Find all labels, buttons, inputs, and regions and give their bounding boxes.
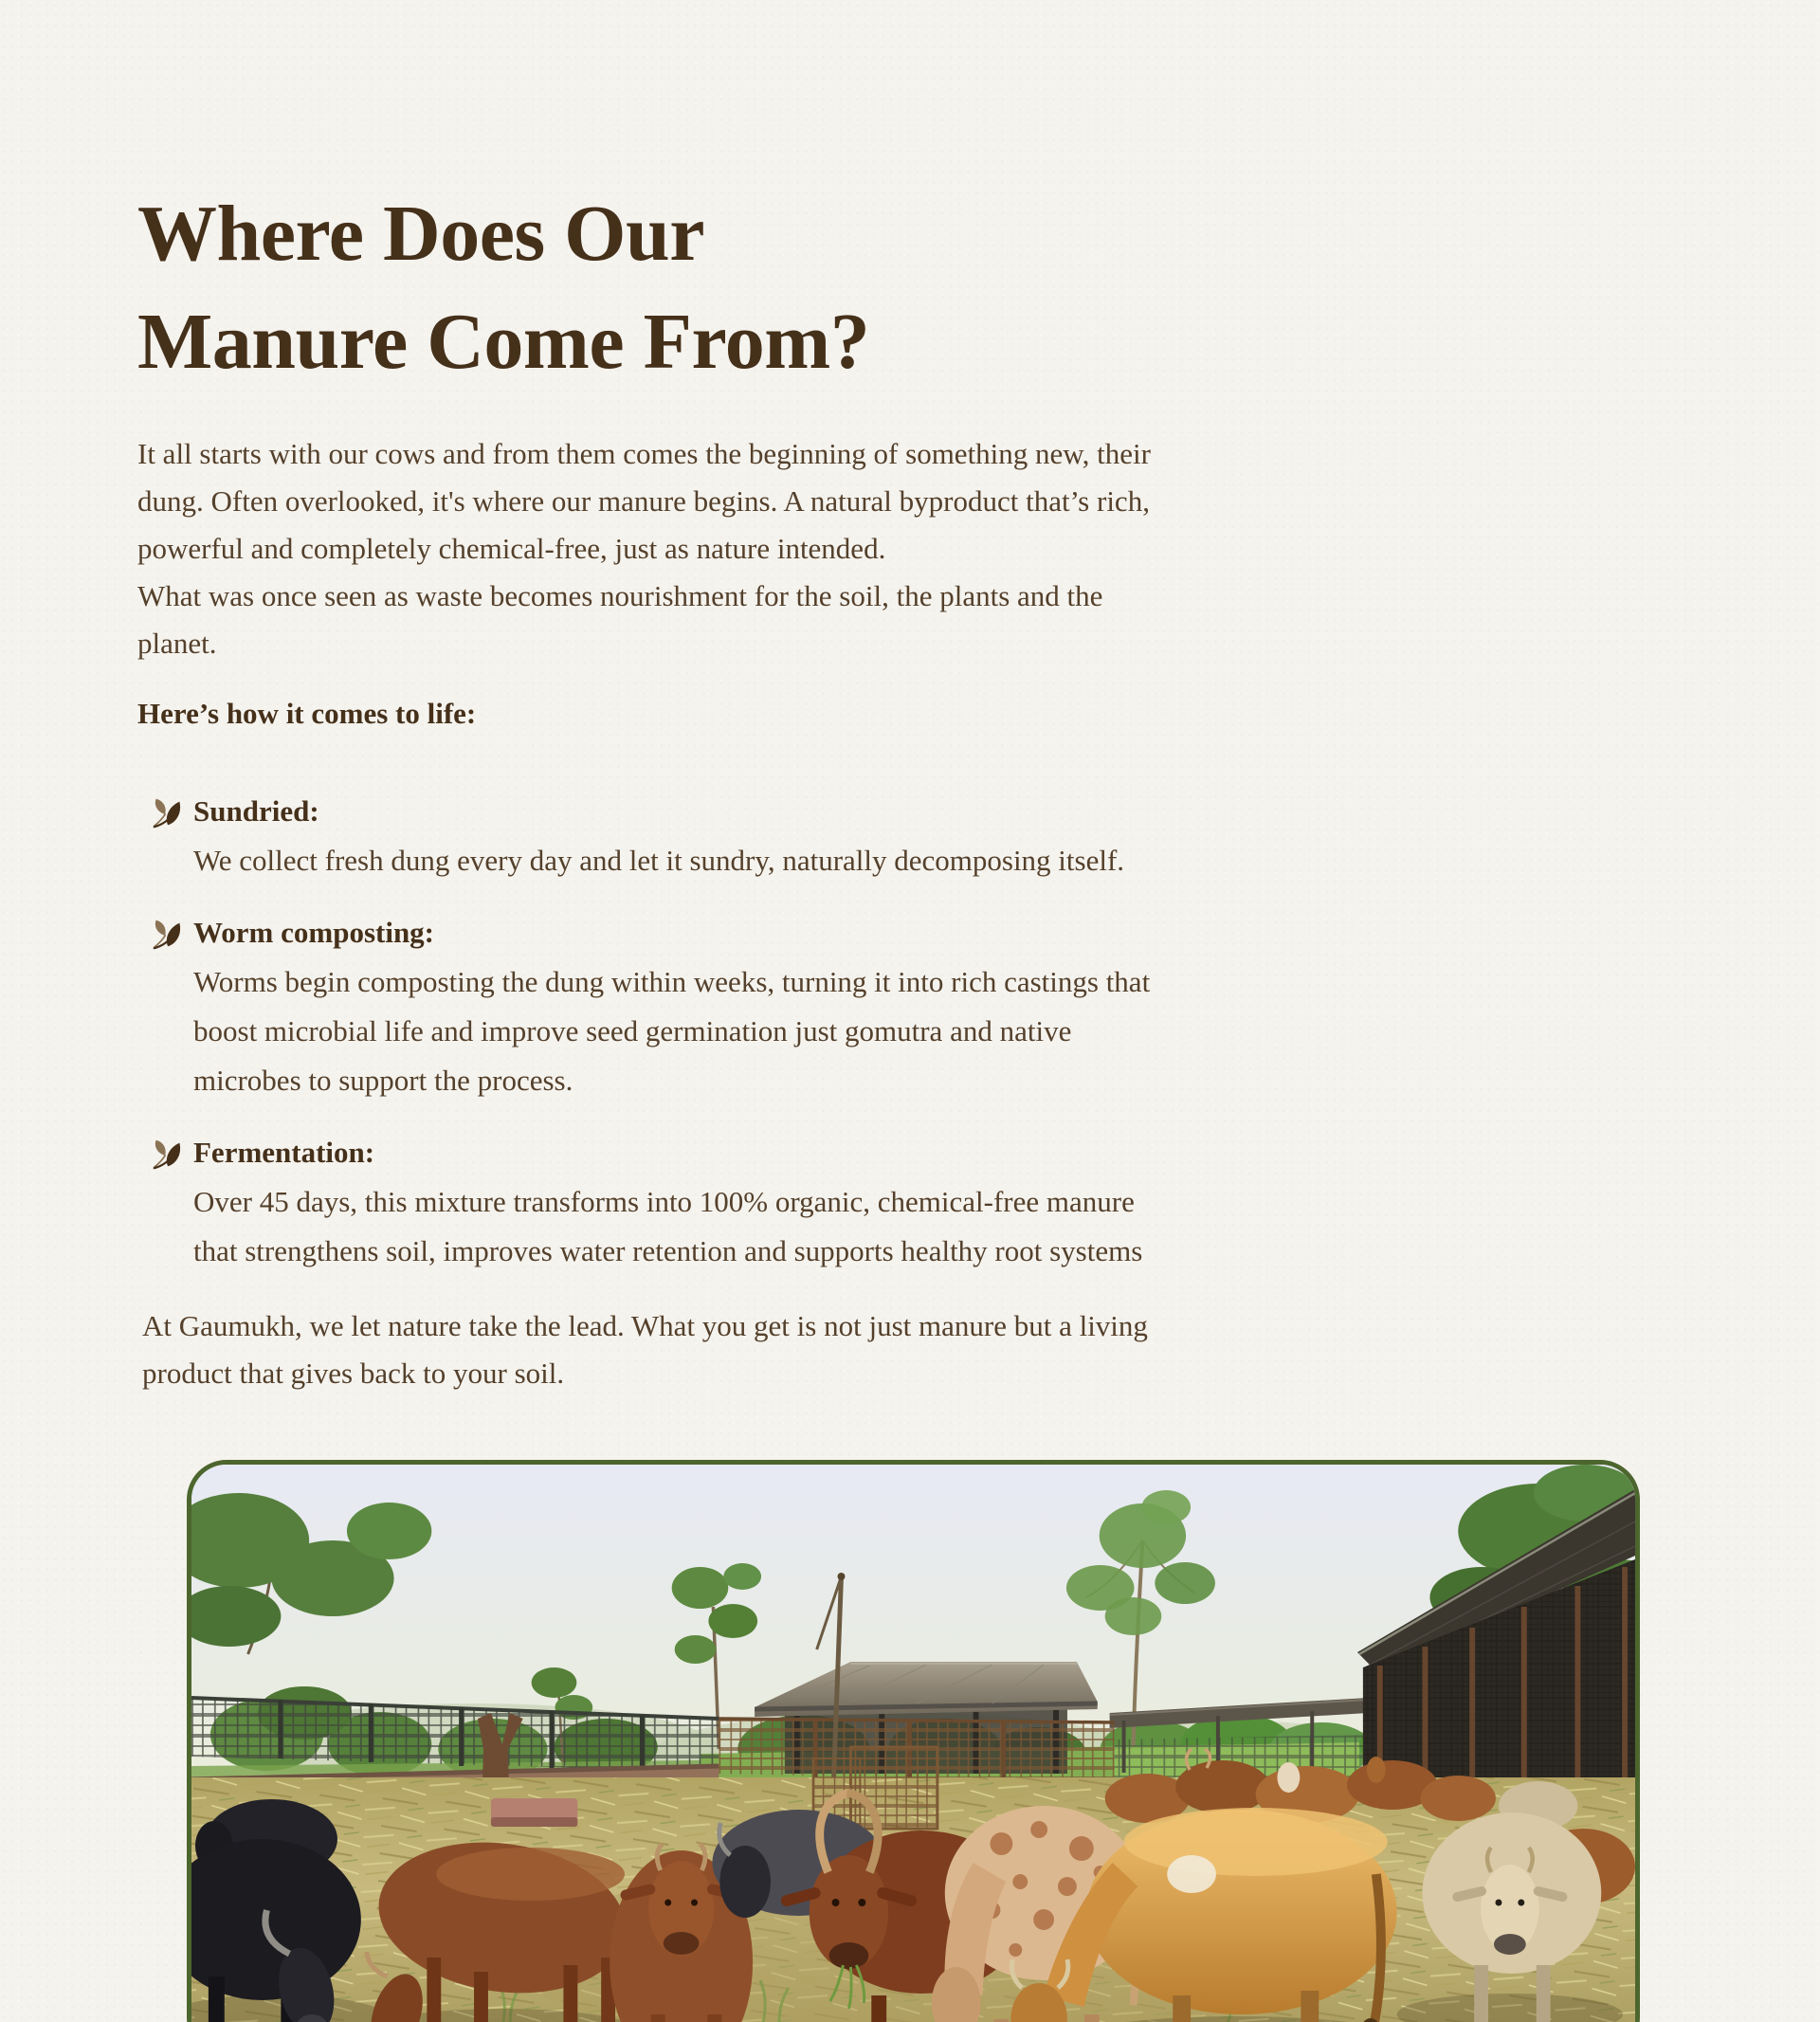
page-title-line: Manure Come From?: [137, 298, 870, 386]
step-fermentation: [150, 1128, 1820, 1276]
step-label: Fermentation:: [193, 1136, 375, 1169]
text-line: At Gaumukh, we let nature take the lead. What you get is not just manure but a living: [142, 1309, 1148, 1342]
text-line: dung. Often overlooked, it's where our manure begins. A natural byproduct that’s rich,: [137, 484, 1150, 518]
page-title-line: Where Does Our: [137, 190, 705, 278]
leaf-icon: [150, 794, 188, 835]
text-line: powerful and completely chemical-free, just as nature intended.: [137, 532, 886, 565]
text-line: It all starts with our cows and from them comes the beginning of something new, their: [137, 437, 1151, 470]
text-line: product that gives back to your soil.: [142, 1357, 565, 1390]
text-line: microbes to support the process.: [193, 1064, 573, 1097]
step-label: Worm composting:: [193, 916, 435, 949]
step-worm-composting: [150, 908, 1820, 1105]
text-line: Worms begin composting the dung within weeks, turning it into rich castings that: [193, 965, 1151, 998]
page-title: [137, 180, 1820, 396]
farm-photo: [187, 1460, 1640, 2022]
intro-paragraph: [137, 430, 1820, 667]
text-line: Over 45 days, this mixture transforms into 100% organic, chemical-free manure: [193, 1185, 1135, 1218]
water-trough: [491, 1798, 577, 1827]
text-line: We collect fresh dung every day and let it sundry, naturally decomposing itself.: [193, 844, 1125, 877]
steps-list: [137, 787, 1820, 1276]
text-line: What was once seen as waste becomes nourishment for the soil, the plants and the: [137, 579, 1103, 612]
step-label: Sundried:: [193, 794, 319, 828]
farm-photo-illustration: [191, 1465, 1635, 2022]
step-sundried: [150, 787, 1820, 885]
leaf-icon: [150, 916, 188, 956]
text-line: boost microbial life and improve seed germination just gomutra and native: [193, 1014, 1072, 1047]
subheading: Here’s how it comes to life:: [137, 697, 477, 730]
text-line: planet.: [137, 627, 217, 660]
text-line: that strengthens soil, improves water retention and supports healthy root systems: [193, 1234, 1143, 1267]
closing-paragraph: [142, 1302, 1820, 1397]
leaf-icon: [150, 1136, 188, 1176]
